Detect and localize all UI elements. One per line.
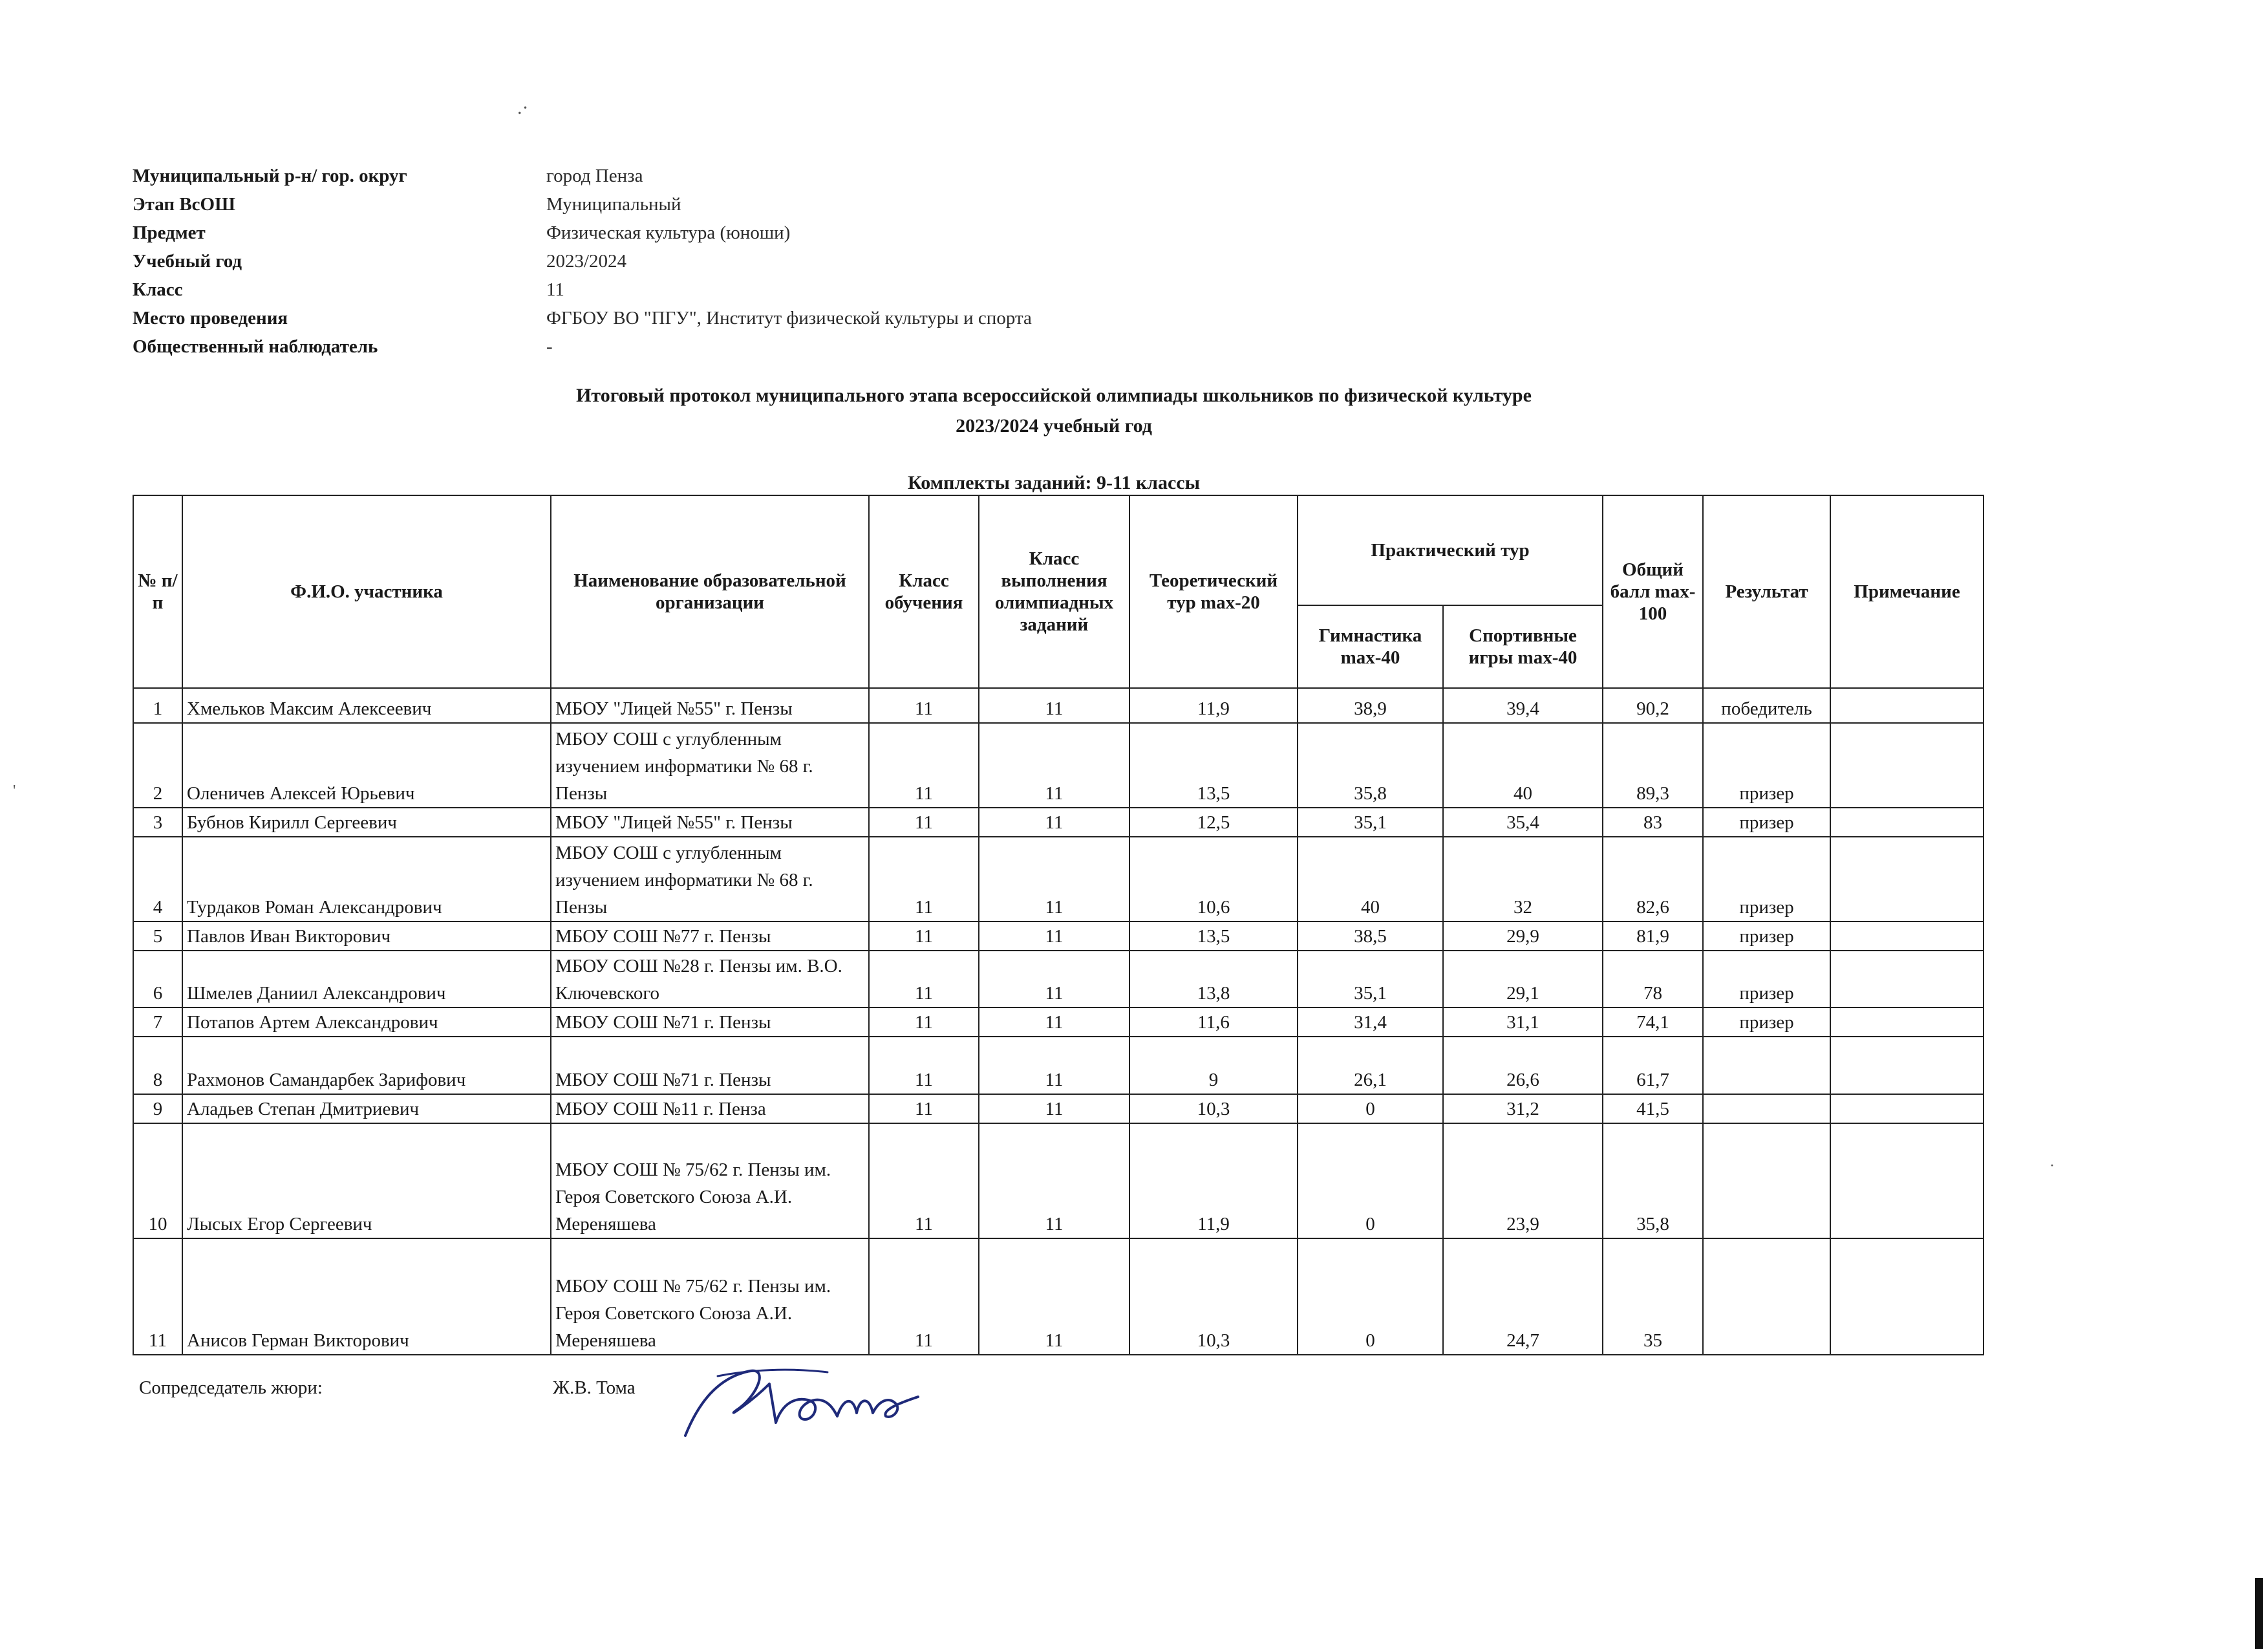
cell-result xyxy=(1703,1037,1830,1094)
cell-total: 61,7 xyxy=(1603,1037,1703,1094)
col-header-result: Результат xyxy=(1703,495,1830,688)
cell-theory: 13,8 xyxy=(1129,951,1298,1008)
cell-games: 35,4 xyxy=(1443,808,1603,837)
cell-fio: Лысых Егор Сергеевич xyxy=(182,1123,551,1238)
scan-speck: ' xyxy=(13,782,16,799)
cell-theory: 10,3 xyxy=(1129,1238,1298,1355)
col-header-practical: Практический тур xyxy=(1298,495,1603,605)
cell-org: МБОУ СОШ №77 г. Пензы xyxy=(551,921,869,951)
cell-games: 31,2 xyxy=(1443,1094,1603,1123)
cell-task-grade: 11 xyxy=(979,1094,1129,1123)
cell-result: призер xyxy=(1703,837,1830,921)
cell-result: призер xyxy=(1703,723,1830,808)
meta-label: Класс xyxy=(133,279,183,300)
cell-note xyxy=(1830,1238,1984,1355)
cell-gym: 31,4 xyxy=(1298,1008,1443,1037)
cell-grade: 11 xyxy=(869,1037,979,1094)
table-row xyxy=(133,1123,1984,1238)
table-row xyxy=(133,688,1984,723)
table-row xyxy=(133,837,1984,921)
cell-games: 40 xyxy=(1443,723,1603,808)
col-header-total: Общий балл max-100 xyxy=(1603,495,1703,688)
cell-note xyxy=(1830,837,1984,921)
cell-task-grade: 11 xyxy=(979,1037,1129,1094)
cell-games: 29,9 xyxy=(1443,921,1603,951)
cell-task-grade: 11 xyxy=(979,951,1129,1008)
cell-theory: 12,5 xyxy=(1129,808,1298,837)
cell-result: призер xyxy=(1703,921,1830,951)
table-row xyxy=(133,723,1984,808)
cell-total: 82,6 xyxy=(1603,837,1703,921)
cell-gym: 26,1 xyxy=(1298,1037,1443,1094)
table-row xyxy=(133,951,1984,1008)
cell-grade: 11 xyxy=(869,1008,979,1037)
cell-fio: Турдаков Роман Александрович xyxy=(182,837,551,921)
table-row xyxy=(133,921,1984,951)
col-header-org: Наименование образовательной организации xyxy=(551,495,869,688)
cell-grade: 11 xyxy=(869,723,979,808)
col-header-theory: Теоретический тур max-20 xyxy=(1129,495,1298,688)
cell-total: 78 xyxy=(1603,951,1703,1008)
cell-fio: Рахмонов Самандарбек Зарифович xyxy=(182,1037,551,1094)
col-header-grade: Класс обучения xyxy=(869,495,979,688)
cell-num: 1 xyxy=(133,688,182,723)
cell-games: 26,6 xyxy=(1443,1037,1603,1094)
table-row xyxy=(133,1008,1984,1037)
cell-note xyxy=(1830,951,1984,1008)
meta-label: Этап ВсОШ xyxy=(133,194,235,215)
cell-task-grade: 11 xyxy=(979,1238,1129,1355)
document-title: Итоговый протокол муниципального этапа всероссийской олимпиады школьников по физической культуре xyxy=(576,385,1532,406)
meta-label: Муниципальный р-н/ гор. округ xyxy=(133,166,407,186)
cell-total: 74,1 xyxy=(1603,1008,1703,1037)
meta-value: ФГБОУ ВО "ПГУ", Институт физической культуры и спорта xyxy=(546,308,1032,329)
meta-value: город Пенза xyxy=(546,166,643,186)
col-header-games: Спортивные игры max-40 xyxy=(1443,605,1603,688)
cell-grade: 11 xyxy=(869,837,979,921)
cell-org: МБОУ СОШ №71 г. Пензы xyxy=(551,1037,869,1094)
cell-result: призер xyxy=(1703,808,1830,837)
cell-fio: Аладьев Степан Дмитриевич xyxy=(182,1094,551,1123)
cell-theory: 9 xyxy=(1129,1037,1298,1094)
cell-result: призер xyxy=(1703,951,1830,1008)
cell-num: 6 xyxy=(133,951,182,1008)
cell-gym: 38,9 xyxy=(1298,688,1443,723)
cell-total: 89,3 xyxy=(1603,723,1703,808)
handwritten-signature xyxy=(659,1358,931,1452)
cell-gym: 0 xyxy=(1298,1094,1443,1123)
cell-gym: 35,1 xyxy=(1298,808,1443,837)
col-header-gym: Гимнастика max-40 xyxy=(1298,605,1443,688)
cell-grade: 11 xyxy=(869,688,979,723)
col-header-note: Примечание xyxy=(1830,495,1984,688)
cell-gym: 40 xyxy=(1298,837,1443,921)
cell-note xyxy=(1830,1037,1984,1094)
cell-task-grade: 11 xyxy=(979,921,1129,951)
jury-chair-name: Ж.В. Тома xyxy=(553,1377,636,1398)
table-row xyxy=(133,1238,1984,1355)
cell-grade: 11 xyxy=(869,808,979,837)
cell-note xyxy=(1830,688,1984,723)
cell-result xyxy=(1703,1094,1830,1123)
meta-label: Учебный год xyxy=(133,251,242,272)
cell-gym: 0 xyxy=(1298,1238,1443,1355)
cell-org: МБОУ СОШ с углубленным изучением информатики № 68 г. Пензы xyxy=(551,723,869,808)
cell-org: МБОУ СОШ с углубленным изучением информатики № 68 г. Пензы xyxy=(551,837,869,921)
cell-gym: 38,5 xyxy=(1298,921,1443,951)
cell-num: 5 xyxy=(133,921,182,951)
cell-num: 7 xyxy=(133,1008,182,1037)
cell-fio: Бубнов Кирилл Сергеевич xyxy=(182,808,551,837)
cell-note xyxy=(1830,1008,1984,1037)
cell-note xyxy=(1830,1123,1984,1238)
cell-total: 35 xyxy=(1603,1238,1703,1355)
cell-games: 29,1 xyxy=(1443,951,1603,1008)
table-row xyxy=(133,1094,1984,1123)
scan-speck: · xyxy=(2049,1158,2055,1174)
cell-fio: Хмельков Максим Алексеевич xyxy=(182,688,551,723)
cell-grade: 11 xyxy=(869,921,979,951)
cell-task-grade: 11 xyxy=(979,688,1129,723)
cell-num: 3 xyxy=(133,808,182,837)
cell-total: 41,5 xyxy=(1603,1094,1703,1123)
cell-num: 11 xyxy=(133,1238,182,1355)
cell-org: МБОУ СОШ №71 г. Пензы xyxy=(551,1008,869,1037)
cell-num: 10 xyxy=(133,1123,182,1238)
meta-label: Предмет xyxy=(133,222,206,243)
cell-num: 9 xyxy=(133,1094,182,1123)
col-header-num: № п/п xyxy=(133,495,182,688)
cell-note xyxy=(1830,723,1984,808)
scan-speck: .· xyxy=(517,97,529,118)
cell-theory: 10,6 xyxy=(1129,837,1298,921)
cell-games: 31,1 xyxy=(1443,1008,1603,1037)
cell-note xyxy=(1830,1094,1984,1123)
cell-org: МБОУ СОШ №11 г. Пенза xyxy=(551,1094,869,1123)
meta-value: 2023/2024 xyxy=(546,251,627,272)
cell-grade: 11 xyxy=(869,951,979,1008)
cell-games: 23,9 xyxy=(1443,1123,1603,1238)
col-header-fio: Ф.И.О. участника xyxy=(182,495,551,688)
meta-value: 11 xyxy=(546,279,564,300)
meta-value: - xyxy=(546,336,553,357)
document-subtitle: 2023/2024 учебный год xyxy=(956,415,1152,436)
cell-task-grade: 11 xyxy=(979,837,1129,921)
cell-theory: 13,5 xyxy=(1129,921,1298,951)
cell-games: 24,7 xyxy=(1443,1238,1603,1355)
cell-task-grade: 11 xyxy=(979,1123,1129,1238)
cell-grade: 11 xyxy=(869,1238,979,1355)
cell-gym: 35,8 xyxy=(1298,723,1443,808)
cell-grade: 11 xyxy=(869,1094,979,1123)
table-row xyxy=(133,808,1984,837)
cell-theory: 11,9 xyxy=(1129,1123,1298,1238)
meta-label: Общественный наблюдатель xyxy=(133,336,378,357)
cell-total: 83 xyxy=(1603,808,1703,837)
cell-org: МБОУ "Лицей №55" г. Пензы xyxy=(551,808,869,837)
cell-note xyxy=(1830,808,1984,837)
cell-total: 81,9 xyxy=(1603,921,1703,951)
meta-label: Место проведения xyxy=(133,308,288,329)
cell-org: МБОУ СОШ № 75/62 г. Пензы им. Героя Советского Союза А.И. Мереняшева xyxy=(551,1123,869,1238)
cell-fio: Анисов Герман Викторович xyxy=(182,1238,551,1355)
cell-result: призер xyxy=(1703,1008,1830,1037)
cell-total: 90,2 xyxy=(1603,688,1703,723)
cell-org: МБОУ СОШ № 75/62 г. Пензы им. Героя Советского Союза А.И. Мереняшева xyxy=(551,1238,869,1355)
scan-edge-mark xyxy=(2255,1578,2263,1649)
cell-task-grade: 11 xyxy=(979,808,1129,837)
cell-theory: 13,5 xyxy=(1129,723,1298,808)
col-header-task-grade: Класс выполнения олимпиадных заданий xyxy=(979,495,1129,688)
cell-num: 8 xyxy=(133,1037,182,1094)
cell-org: МБОУ СОШ №28 г. Пензы им. В.О. Ключевского xyxy=(551,951,869,1008)
cell-theory: 11,9 xyxy=(1129,688,1298,723)
cell-note xyxy=(1830,921,1984,951)
meta-value: Физическая культура (юноши) xyxy=(546,222,791,243)
cell-task-grade: 11 xyxy=(979,723,1129,808)
cell-theory: 11,6 xyxy=(1129,1008,1298,1037)
cell-fio: Павлов Иван Викторович xyxy=(182,921,551,951)
task-kit-label: Комплекты заданий: 9-11 классы xyxy=(907,472,1201,493)
results-table xyxy=(133,495,1984,1355)
cell-grade: 11 xyxy=(869,1123,979,1238)
cell-theory: 10,3 xyxy=(1129,1094,1298,1123)
jury-chair-label: Сопредседатель жюри: xyxy=(139,1377,323,1398)
cell-fio: Потапов Артем Александрович xyxy=(182,1008,551,1037)
cell-org: МБОУ "Лицей №55" г. Пензы xyxy=(551,688,869,723)
cell-result xyxy=(1703,1238,1830,1355)
cell-task-grade: 11 xyxy=(979,1008,1129,1037)
meta-value: Муниципальный xyxy=(546,194,681,215)
table-row xyxy=(133,1037,1984,1094)
cell-num: 4 xyxy=(133,837,182,921)
cell-result: победитель xyxy=(1703,688,1830,723)
cell-gym: 35,1 xyxy=(1298,951,1443,1008)
cell-games: 32 xyxy=(1443,837,1603,921)
cell-fio: Оленичев Алексей Юрьевич xyxy=(182,723,551,808)
cell-num: 2 xyxy=(133,723,182,808)
cell-result xyxy=(1703,1123,1830,1238)
cell-fio: Шмелев Даниил Александрович xyxy=(182,951,551,1008)
cell-total: 35,8 xyxy=(1603,1123,1703,1238)
cell-gym: 0 xyxy=(1298,1123,1443,1238)
cell-games: 39,4 xyxy=(1443,688,1603,723)
